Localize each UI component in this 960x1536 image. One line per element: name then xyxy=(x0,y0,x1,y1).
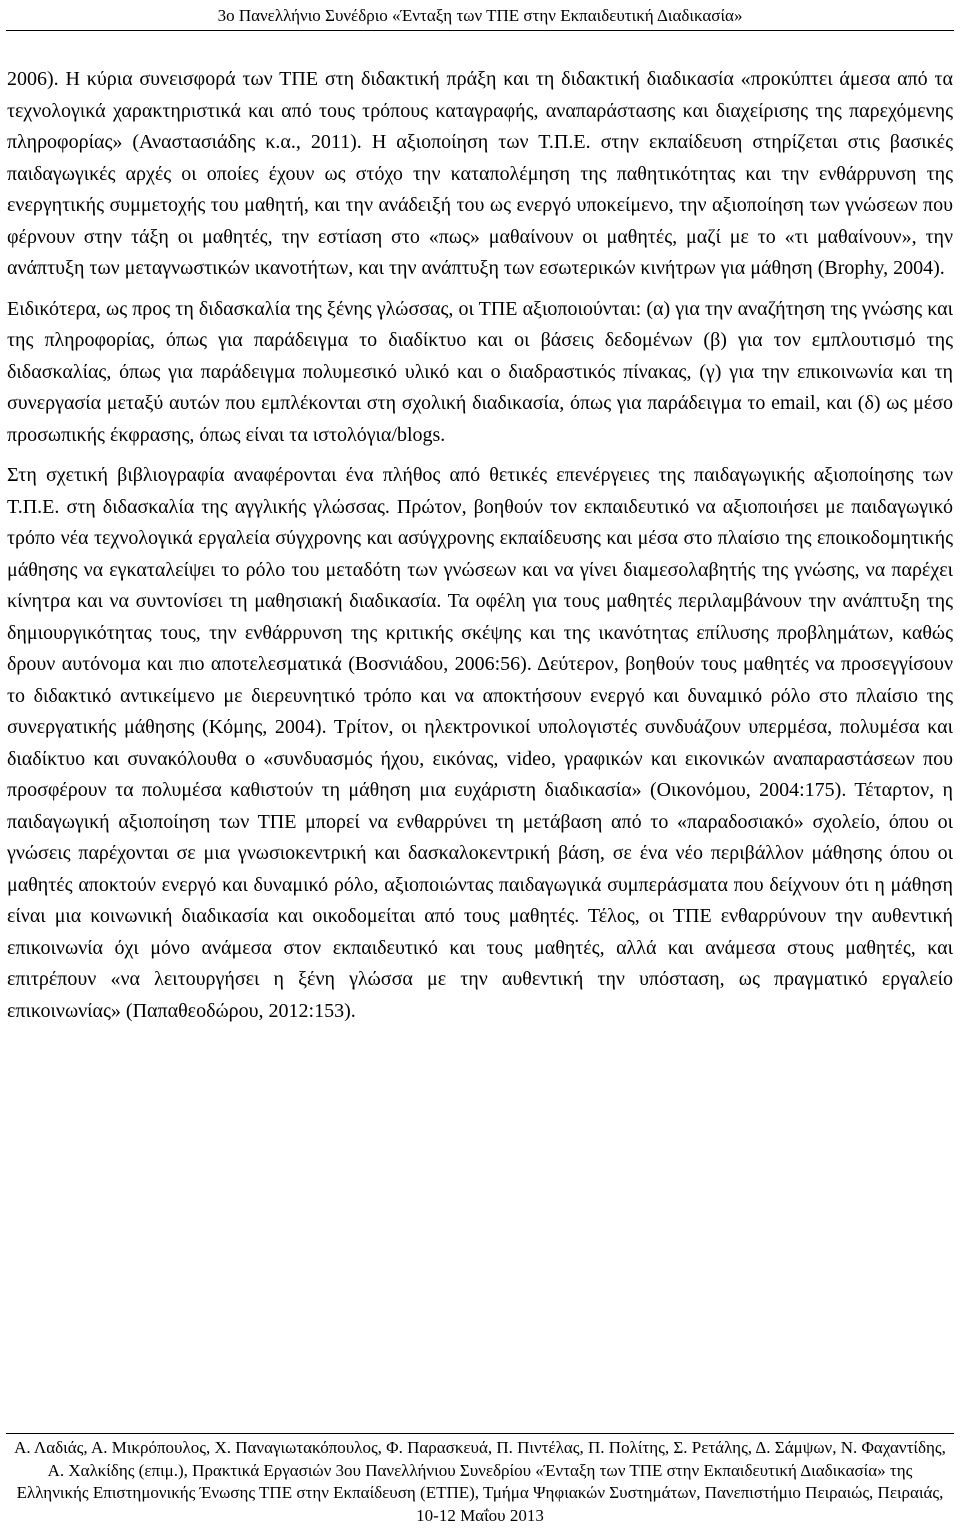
paragraph: Ειδικότερα, ως προς τη διδασκαλία της ξένης γλώσσας, οι ΤΠΕ αξιοποιούνται: (α) για την αναζήτηση της γνώσης και της πληροφορίας, όπως για παράδειγμα το διαδίκτυο και οι βάσεις δεδομένων (β) για τον εμπλουτισμό της διδασκαλίας, όπως για παράδειγμα πολυμεσικό υλικό και ο διαδραστικός πίνακας, (γ) για την επικοινωνία και τη συνεργασία μεταξύ αυτών που εμπλέκονται στη σχολική διαδικασία, όπως για παράδειγμα το email, και (δ) ως μέσο προσωπικής έκφρασης, όπως είναι τα ιστολόγια/blogs. xyxy=(7,297,953,446)
footer-divider xyxy=(6,1433,954,1434)
running-header: 3ο Πανελλήνιο Συνέδριο «Ένταξη των ΤΠΕ στην Εκπαιδευτική Διαδικασία» xyxy=(217,6,743,25)
header-divider xyxy=(6,30,954,31)
paragraph: 2006). Η κύρια συνεισφορά των ΤΠΕ στη διδακτική πράξη και τη διδακτική διαδικασία «προκύπτει άμεσα από τα τεχνολογικά χαρακτηριστικά και από τους τρόπους καταγραφής, αναπαράστασης και διαχείρισης της παρεχόμενης πληροφορίας» (Αναστασιάδης κ.α., 2011). Η αξιοποίηση των Τ.Π.Ε. στην εκπαίδευση στηρίζεται στις βασικές παιδαγωγικές αρχές οι οποίες έχουν ως στόχο την καταπολέμηση της παθητικότητας και την ενθάρρυνση της ενεργητικής συμμετοχής του μαθητή, και την ανάδειξή του ως ενεργό υποκείμενο, την αξιοποίηση των γνώσεων που φέρνουν στην τάξη οι μαθητές, την εστίαση στο «πως» μαθαίνουν οι μαθητές, μαζί με το «τι μαθαίνουν», την ανάπτυξη των μεταγνωστικών ικανοτήτων, και την ανάπτυξη των εσωτερικών κινήτρων για μάθηση (Brophy, 2004). xyxy=(7,68,953,279)
paragraph: Στη σχετική βιβλιογραφία αναφέρονται ένα πλήθος από θετικές επενέργειες της παιδαγωγικής αξιοποίησης των Τ.Π.Ε. στη διδασκαλία της αγγλικής γλώσσας. Πρώτον, βοηθούν τον εκπαιδευτικό να αξιοποιήσει με παιδαγωγικό τρόπο νέα τεχνολογικά εργαλεία σύγχρονης και ασύγχρονης εκπαίδευσης και μέσα στο πλαίσιο της εποικοδομητικής μάθησης να εγκαταλείψει το ρόλο του μεταδότη των γνώσεων και να γίνει διαμεσολαβητής της γνώσης, να παρέχει κίνητρα και να συντονίσει τη μαθησιακή διαδικασία. Τα οφέλη για τους μαθητές περιλαμβάνουν την ανάπτυξη της δημιουργικότητας τους, την ενθάρρυνση της κριτικής σκέψης και της ικανότητας επίλυσης προβλημάτων, καθώς δρουν αυτόνομα και πιο αποτελεσματικά (Βοσνιάδου, 2006:56). Δεύτερον, βοηθούν τους μαθητές να προσεγγίσουν το διδακτικό αντικείμενο με διερευνητικό τρόπο και να αποκτήσουν ενεργό και δυναμικό ρόλο στο πλαίσιο της συνεργατικής μάθησης (Κόμης, 2004). Τρίτον, οι ηλεκτρονικοί υπολογιστές συνδυάζουν υπερμέσα, πολυμέσα και διαδίκτυο και συνακόλουθα ο «συνδυασμός ήχου, εικόνας, video, γραφικών και εικονικών αναπαραστάσεων που προσφέρουν τα πολυμέσα καθιστούν τη μάθηση μια ευχάριστη διαδικασία» (Οικονόμου, 2004:175). Τέταρτον, η παιδαγωγική αξιοποίηση των ΤΠΕ μπορεί να ενθαρρύνει τη μετάβαση από το «παραδοσιακό» σχολείο, όπου οι γνώσεις παρέχονται σε μια γνωσιοκεντρική και δασκαλοκεντρική βάση, σε ένα νέο περιβάλλον μάθησης όπου οι μαθητές αποκτούν ενεργό και δυναμικό ρόλο, αξιοποιώντας παιδαγωγικά συμπεράσματα που δείχνουν ότι η μάθηση είναι μια κοινωνική διαδικασία και οικοδομείται από τους μαθητές. Τέλος, οι ΤΠΕ ενθαρρύνουν την αυθεντική επικοινωνία όχι μόνο ανάμεσα στον εκπαιδευτικό και τους μαθητές, αλλά και ανάμεσα στους μαθητές, και επιτρέπουν «να λειτουργήσει η ξένη γλώσσα με την αυθεντική την υπόσταση, ως πραγματικό εργαλείο επικοινωνίας» (Παπαθεοδώρου, 2012:153). xyxy=(7,464,953,1022)
document-body xyxy=(7,64,953,1027)
footer-citation: Α. Λαδιάς, Α. Μικρόπουλος, Χ. Παναγιωτακόπουλος, Φ. Παρασκευά, Π. Πιντέλας, Π. Πολίτης, Σ. Ρετάλης, Δ. Σάμψων, Ν. Φαχαντίδης, Α. Χαλκίδης (επιμ.), Πρακτικά Εργασιών 3ου Πανελλήνιου Συνεδρίου «Ένταξη των ΤΠΕ στην Εκπαιδευτική Διαδικασία» της Ελληνικής Επιστημονικής Ένωσης ΤΠΕ στην Εκπαίδευση (ΕΤΠΕ), Τμήμα Ψηφιακών Συστημάτων, Πανεπιστήμιο Πειραιώς, Πειραιάς, 10-12 Μαΐου 2013 xyxy=(14,1438,946,1525)
